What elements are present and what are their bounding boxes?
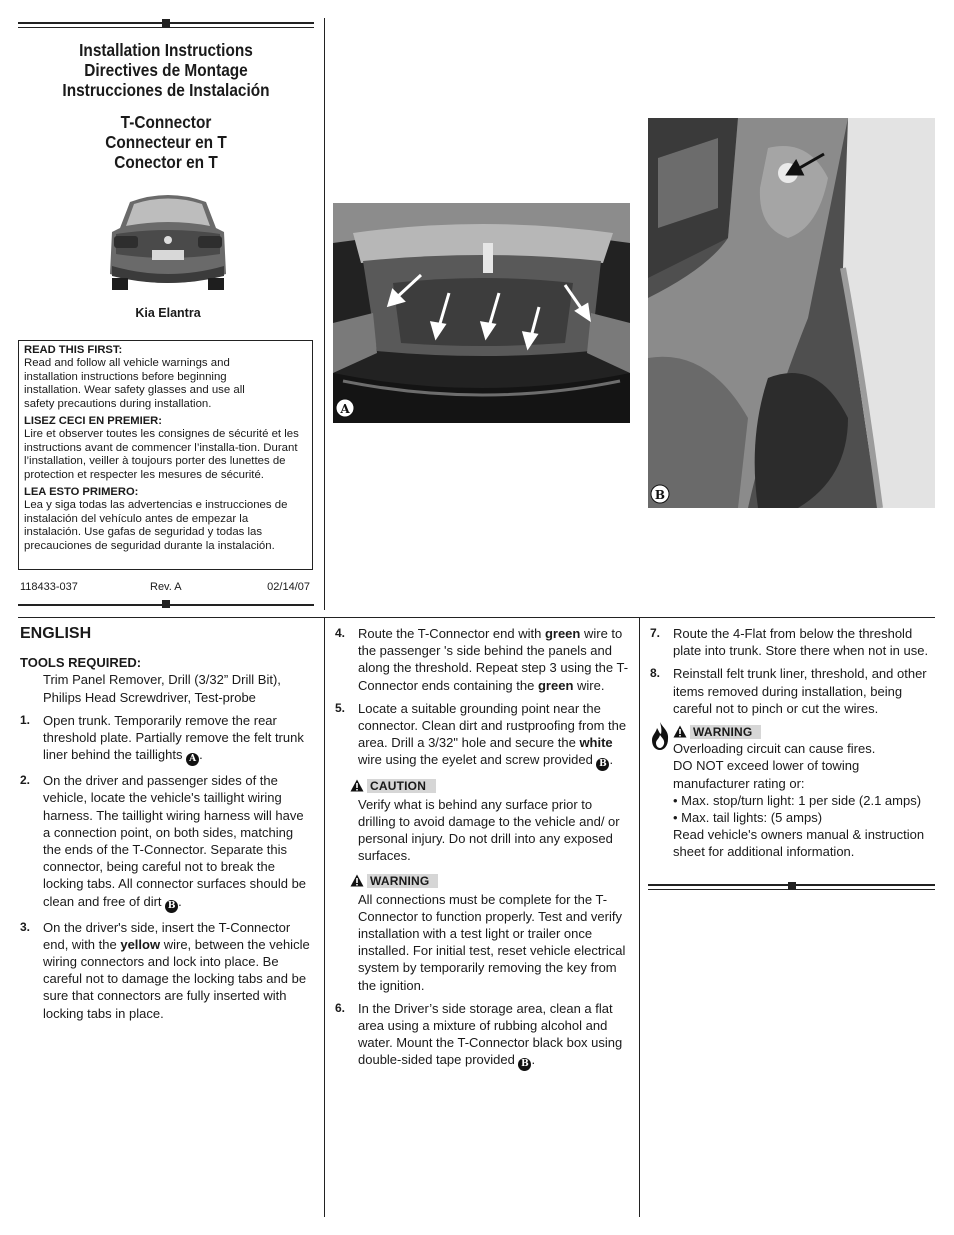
- fire-line-3: • Max. stop/turn light: 1 per side (2.1 amps): [673, 792, 922, 808]
- warning-header: [335, 872, 629, 889]
- product-en: T-Connector: [120, 112, 212, 132]
- figure-b-storage-photo: [648, 118, 935, 508]
- step-3: [20, 919, 312, 1022]
- top-rule-marker: [162, 19, 170, 27]
- fire-line-2: DO NOT exceed lower of towing manufacturer rating or:: [673, 758, 860, 791]
- step-6: 6. In the Driver’s side storage area, clean a flat area using a mixture of rubbing alcohol and water. Mount the T-Connector black box using double-sided tape provided B .: [335, 1000, 623, 1070]
- column-divider-1: [324, 617, 325, 1217]
- step-4: [335, 625, 629, 694]
- read-first-heading-en: READ THIS FIRST:: [24, 344, 123, 356]
- read-first-heading-fr: LISEZ CECI EN PREMIER:: [24, 415, 162, 428]
- date: 02/14/07: [267, 581, 310, 593]
- read-first-text-en: Read and follow all vehicle warnings and installation instructions before beginning installation. Wear safety glasses and use all safety precautions during installation.: [24, 357, 245, 410]
- step-4-wire-color-1: green: [544, 626, 581, 641]
- step-3-number: 3.: [20, 919, 31, 934]
- column-3: [650, 625, 935, 861]
- figure-a-trunk-photo: [333, 203, 630, 423]
- step-6-number: 6.: [335, 1000, 346, 1015]
- warning-triangle-icon: [350, 874, 364, 887]
- column-divider-2: [639, 617, 640, 1217]
- step-5: 5. Locate a suitable grounding point near the connector. Clean dirt and rustproofing from the area. Drill a 3/32" hole and secure the white wire using the eyelet and screw provided B .: [335, 700, 627, 770]
- part-info-marker: [162, 600, 170, 608]
- product-fr: Connecteur en T: [105, 132, 227, 152]
- figure-b-ref-icon: B: [518, 1058, 531, 1071]
- fire-warning-triangle-icon: [673, 725, 687, 738]
- read-first-text-fr: Lire et observer toutes les consignes de sécurité et les instructions avant de commencer l’installa-tion. Durant l’installation, veiller à toujours porter des lunettes de protection et respecter les mesures de sécurité.: [24, 428, 299, 481]
- step-3-text-a: On the driver's side, insert the T-Connector end, with the: [43, 919, 291, 952]
- vehicle-photo: [100, 188, 236, 296]
- step-8-text: Reinstall felt trunk liner, threshold, and other items removed during installation, being careful not to pinch or cut the wires.: [673, 666, 927, 716]
- read-first-box: [18, 340, 313, 570]
- read-first-heading-es: LEA ESTO PRIMERO:: [24, 486, 139, 499]
- step-1: 1. Open trunk. Temporarily remove the rear threshold plate. Partially remove the felt trunk liner behind the taillights A .: [20, 712, 304, 765]
- figure-b-ref-icon: B: [596, 758, 609, 771]
- step-5-text-a: Locate a suitable grounding point near the connector. Clean dirt and rustproofing from the area. Drill a 3/32" hole and secure the: [358, 700, 627, 751]
- step-4-number: 4.: [335, 626, 346, 640]
- step-4-text-b: wire to the passenger 's side behind the panels and along the threshold. Repeat step 3 using the T-Connector ends containing the: [358, 626, 629, 693]
- step-8-number: 8.: [650, 666, 661, 681]
- column-1: [20, 625, 312, 1028]
- product-es: Conector en T: [114, 152, 218, 172]
- figure-b-ref-icon: B: [165, 900, 178, 913]
- step-1-number: 1.: [20, 712, 31, 727]
- step-5-number: 5.: [335, 700, 346, 715]
- step-8: [650, 665, 935, 717]
- warning-text: All connections must be complete for the T-Connector to function properly. Test and verify installation with a test light or trailer once installed. For initial test, reset vehicle electrical system by temporarily removing the key from the ignition.: [358, 891, 626, 993]
- figure-a-label: A: [340, 402, 350, 416]
- read-first-text-es: Lea y siga todas las advertencias e instrucciones de instalación del vehículo antes de empezar la instalación. Use gafas de seguridad y todas las precauciones de seguridad durante la instalación.: [24, 499, 288, 552]
- header-divider: [324, 18, 325, 610]
- caution-triangle-icon: [350, 779, 364, 792]
- title-en: Installation Instructions: [79, 40, 253, 60]
- tools-heading: TOOLS REQUIRED:: [20, 655, 142, 671]
- fire-warning-label: WARNING: [690, 725, 761, 739]
- fire-line-1: Overloading circuit can cause fires.: [673, 741, 876, 757]
- title-block: [36, 40, 296, 172]
- title-fr: Directives de Montage: [84, 60, 248, 80]
- figure-b-label: B: [654, 488, 666, 502]
- section-heading-english: ENGLISH: [20, 625, 92, 642]
- title-es: Instrucciones de Instalación: [62, 80, 270, 100]
- step-1-text: Open trunk. Temporarily remove the rear threshold plate. Partially remove the felt trunk liner behind the taillights: [43, 712, 304, 763]
- section-rule: [18, 617, 935, 618]
- step-2-number: 2.: [20, 773, 31, 788]
- step-4-text-a: Route the T-Connector end with: [358, 626, 542, 641]
- step-7-number: 7.: [650, 626, 661, 640]
- step-6-text: In the Driver’s side storage area, clean a flat area using a mixture of rubbing alcohol and water. Mount the T-Connector black box using double-sided tape provided: [358, 1000, 623, 1068]
- step-5-text-b: wire using the eyelet and screw provided: [358, 752, 593, 768]
- step-4-text-c: wire.: [577, 677, 605, 693]
- step-3-wire-color: yellow: [120, 936, 161, 952]
- column-2: [335, 625, 629, 1077]
- step-2: 2. On the driver and passenger sides of the vehicle, locate the vehicle's taillight wiring harness. The taillight wiring harness will have a connection point, on both sides, matching the ends of the T-Connector. Separate this connector, being careful not to break the locking tabs. All connector surfaces should be clean and free of dirt B .: [20, 773, 307, 911]
- step-2-text: On the driver and passenger sides of the vehicle, locate the vehicle's taillight wiring harness. The taillight wiring harness will have a connection point, on both sides, matching the ends of the T-Connector. Separate this connector, being careful not to break the locking tabs. All connector surfaces should be clean and free of dirt: [43, 773, 307, 909]
- part-number: 118433-037: [20, 581, 78, 593]
- caution-label: CAUTION: [367, 779, 436, 793]
- fire-line-5: Read vehicle's owners manual & instruction sheet for additional information.: [673, 827, 925, 860]
- vehicle-label: Kia Elantra: [135, 306, 201, 320]
- end-rule-marker: [788, 882, 796, 890]
- figure-a-ref-icon: A: [186, 753, 199, 766]
- warning-label: WARNING: [367, 874, 438, 888]
- step-7: [650, 625, 935, 659]
- tools-text: Trim Panel Remover, Drill (3/32” Drill Bit), Philips Head Screwdriver, Test-probe: [43, 672, 281, 705]
- caution-header: [335, 777, 629, 794]
- caution-text: Verify what is behind any surface prior to drilling to avoid damage to the vehicle and/ or personal injury. Do not drill into any exposed surfaces.: [358, 796, 620, 864]
- fire-icon: [650, 721, 670, 751]
- step-7-text: Route the 4-Flat from below the threshold plate into trunk. Store there when not in use.: [673, 626, 929, 659]
- step-4-wire-color-2: green: [537, 677, 574, 693]
- step-3-text-b: wire, between the vehicle wiring connectors and lock into place. Be careful not to damage the locking tabs and be sure that connectors are fully inserted with locking tabs in place.: [43, 936, 310, 1021]
- revision: Rev. A: [150, 581, 182, 593]
- fire-warning: [650, 723, 935, 861]
- step-5-wire-color: white: [579, 735, 613, 751]
- fire-line-4: • Max. tail lights: (5 amps): [673, 810, 823, 826]
